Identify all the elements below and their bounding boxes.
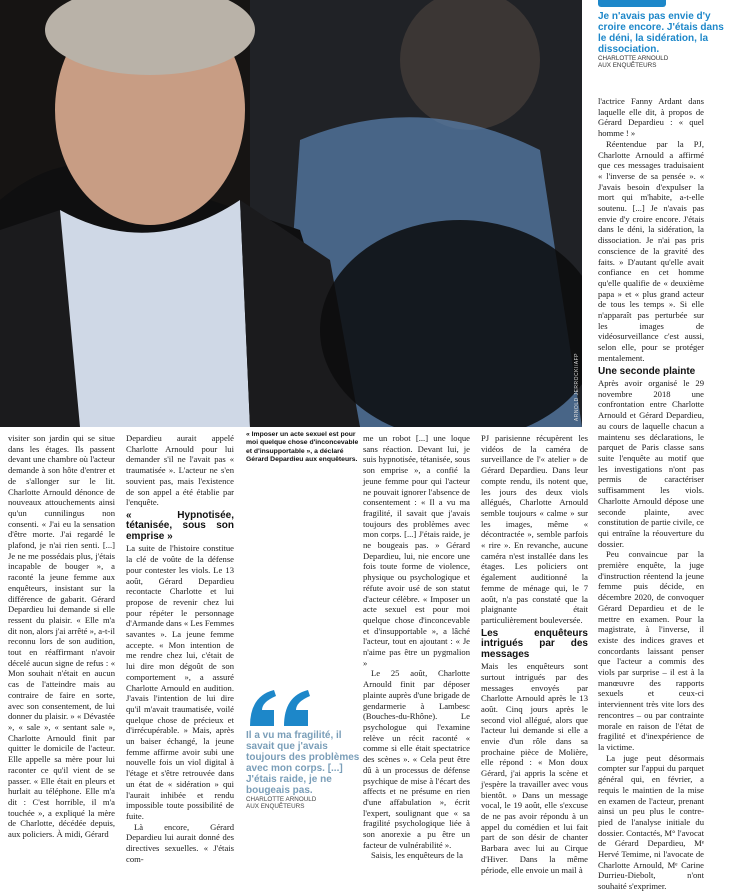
column-4 (481, 433, 588, 875)
subheading: Une seconde plainte (598, 365, 696, 377)
pull-quote-mid (246, 684, 364, 810)
column-2 (126, 433, 234, 865)
paragraph: Le 25 août, Charlotte Arnould finit par déposer plainte auprès d'une brigade de gendarmerie à Lambesc (Bouches-du-Rhône). Le psychologue qui l'examine relève un récit raconté « comme si elle était spectatrice des scènes ». « Cela peut être dû à un processus de défense psychique de mise à l'écart des affects et ne présume en rien d'une affabulation », écrit l'expert, soulignant que « sa fragilité psychologique liée à son anorexie a pu être un facteur de vulnérabilité ». (363, 668, 470, 850)
pull-quote-top (598, 0, 728, 69)
paragraph: me un robot [...] une loque sans réaction. Devant lui, je suis hypnotisée, tétanisée, sous son emprise », a confié la jeune femme pour qui l'acteur ne pouvait ignorer l'absence de consentement : « Il a vu ma fragilité, il savait que j'avais toujours des problèmes avec mon corps. [...] J'étais raide, je ne bougeais pas. » Gérard Depardieu, lui, nie encore une fois toute forme de violence, physique ou psychologique et réfute avoir usé de son statut d'acteur célèbre. « Imposer un acte sexuel est pour moi quelque chose d'inconcevable et d'insupportable », a lâché l'acteur, tout en ajoutant : « Je n'aime pas être un pygmalion » (363, 433, 470, 668)
pull-quote-mid-attribution-2: AUX ENQUÊTEURS (246, 803, 305, 810)
photo-caption: « Imposer un acte sexuel est pour moi quelque chose d'inconcevable et d'insupportable », a déclaré Gérard Depardieu aux enquêteurs. (246, 431, 359, 464)
subheading: « Hypnotisée, tétanisée, sous son emprise » (126, 509, 234, 542)
paragraph: l'actrice Fanny Ardant dans laquelle elle dit, à propos de Gérard Depardieu : « quel homme ! » (598, 96, 704, 139)
paragraph: Depardieu aurait appelé Charlotte Arnould pour lui demander s'il ne l'avait pas « traumatisée ». L'acteur ne s'en souvient pas, mais l'existence de son appel a été établie par l'enquête. (126, 433, 234, 508)
subheading: Les enquêteurs intrigués par des messages (481, 627, 588, 660)
paragraph: La suite de l'histoire constitue la clé de voûte de la défense pour contester les viols. Le 13 août, Gérard Depardieu recontacte Charlotte et lui propose de revenir chez lui pour répéter le personnage d'Armande dans « Les Femmes savantes ». La jeune femme accepte. « Mon intention de me rendre chez lui, c'était de lui dire mon dégoût de son comportement », a assuré Charlotte Arnould en audition. J'avais l'intention de lui dire qu'il m'avait traumatisée, voilé quelque chose de précieux et d'irrécupérable. » Mais, après un baiser échangé, la jeune femme affirme avoir subi une nouvelle fois un viol digital à l'étage et s'être retrouvée dans un état de « sidération » qui l'aurait inhibée et rendu impossible toute possibilité de fuite. (126, 543, 234, 821)
article-photo (0, 0, 582, 427)
paragraph: Saisis, les enquêteurs de la (371, 850, 463, 861)
quote-marks-icon (246, 684, 364, 728)
pull-quote-top-text: Je n'avais pas envie d'y croire encore. J'étais dans le déni, la sidération, la dissociation. (598, 11, 724, 55)
photo-illustration (0, 0, 582, 427)
paragraph: Après avoir organisé le 29 novembre 2018 une confrontation entre Charlotte Arnould et Gérard Depardieu, au cours de laquelle chacun a maintenu ses déclarations, le parquet de Paris classe sans suite l'enquête au motif que les investigations n'ont pas permis de caractériser suffisamment les viols. Charlotte Arnould dépose une seconde plainte, avec constitution de partie civile, ce qui entraîne la réouverture du dossier. (598, 378, 704, 549)
paragraph: Mais les enquêteurs sont surtout intrigués par des messages envoyés par Charlotte Arnould après le 13 août. Cinq jours après le second viol allégué, alors que l'acteur lui demande si elle a envie d'un rôle dans sa prochaine pièce de Molière, elle répond : « Mon doux Gérard, j'ai appris la scène et j'espère la travailler avec vous bientôt. » Dans un message vocal, le 19 août, elle s'excuse de ne pas avoir répondu à un appel du comédien et lui fait part de son désir de chanter Barbara avec lui au Cirque d'Hiver. Dans la même période, elle envoie un mail à (481, 661, 588, 875)
paragraph: PJ parisienne récupèrent les vidéos de la caméra de surveillance de l'« atelier » de Gérard Depardieu. Dans leur compte rendu, ils notent que, les jours des deux viols allégués, Charlotte Arnould semble toujours « calme » sur les images, même « décontractée », semble parfois « rire ». En revanche, aucune caméra n'est installée dans les étages. Les policiers ont également auditionné la femme de ménage qui, le 7 août, n'a pas constaté que la plaignante était particulièrement bouleversée. (481, 433, 588, 625)
pull-quote-top-attribution-2: AUX ENQUÊTEURS (598, 62, 657, 69)
column-5 (598, 96, 704, 892)
paragraph: visiter son jardin qui se situe dans les étages. Ils passent devant une chambre où l'acteur demande à son hôte d'entrer et de s'allonger sur le lit. Charlotte Arnould dénonce de nouveaux attouchements ainsi qu'un cunnilingus non consenti. « J'ai eu la sensation d'être morte. J'ai regardé le plafond, je n'ai rien senti. [...] Je ne me possédais plus, j'étais incapable de bouger », a raconté la jeune femme aux enquêteurs, insistant sur la différence de gabarit. Gérard Depardieu lui demande si elle ressent du plaisir. « Elle m'a dit non, alors j'ai arrêté », a-t-il reconnu lors de son audition, tout en réaffirmant n'avoir décelé aucun signe de refus : « Mon souhait n'était en aucun cas de l'atteindre mais au contraire de faire en sorte, avec son consentement, de lui donner du plaisir. » « Dévastée », « sale », « sentant sale », Charlotte Arnould finit par quitter le domicile de l'acteur. Elle appelle sa mère pour lui raconter ce qu'il vient de se passer. « Elle était en pleurs et hurlait au téléphone. Elle m'a dit : C'est horrible, il m'a touchée », a expliqué la mère de Charlotte, décédée depuis, aux policiers. À midi, Gérard (8, 433, 116, 840)
paragraph: Réentendue par la PJ, Charlotte Arnould a affirmé que ces messages traduisaient « l'inverse de sa pensée ». « J'avais besoin d'expulser la mort qui m'habite, a-t-elle soutenu. [...] Je n'avais pas envie d'y croire encore. J'étais dans le déni, la sidération, la dissociation. Je n'ai pas pris conscience de la gravité des faits. » D'autant qu'elle avait confiance en cet homme qu'elle qualifie de « deuxième papa » et « plus grand acteur de tous les temps ». Si elle n'apparaît pas perturbée sur les images de vidéosurveillance c'est aussi, selon elle, pour se protéger mentalement. (598, 138, 704, 363)
pull-quote-mid-attribution: CHARLOTTE ARNOULD (246, 796, 317, 803)
photo-credit: ARNOLD JERROCKI/AFP (574, 352, 580, 421)
pull-quote-mid-text: Il a vu ma fragilité, il savait que j'avais toujours des problèmes avec mon corps. [...] J'étais raide, je ne bougeais pas. (246, 730, 360, 796)
quote-bar-decoration (598, 0, 666, 7)
column-1 (8, 433, 115, 840)
paragraph: Peu convaincue par la première enquête, la juge d'instruction réentend la jeune femme puis décide, en décembre 2020, de convoquer Gérard Depardieu et de le mettre en examen. Pour la magistrate, à l'inverse, il existe des indices graves et concordants laissant penser que l'acteur a commis des viols par surprise – il est à la manœuvre des rapports sexuels et ceux-ci interviennent très vite lors des rencontres – ou par contrainte morale en raison de l'état de fragilité et d'inexpérience de la victime. (598, 549, 704, 752)
quote-marks-svg (246, 688, 316, 728)
paragraph: Là encore, Gérard Depardieu lui aurait donné des directives sexuelles. « J'étais com- (126, 821, 234, 864)
pull-quote-top-attribution: CHARLOTTE ARNOULD (598, 55, 669, 62)
column-3 (363, 433, 470, 861)
paragraph: La juge peut désormais compter sur l'appui du parquet général qui, en février, a requis le maintien de la mise en examen de l'acteur, prenant ainsi un peu plus le contre-pied de l'analyse initiale du dossier. Contactés, M° l'avocat de Gérard Depardieu, Mᵉ Hervé Temime, ni l'avocate de Charlotte Arnould, Mᵉ Carine Durrieu-Diebolt, n'ont souhaité s'exprimer. (598, 752, 704, 892)
